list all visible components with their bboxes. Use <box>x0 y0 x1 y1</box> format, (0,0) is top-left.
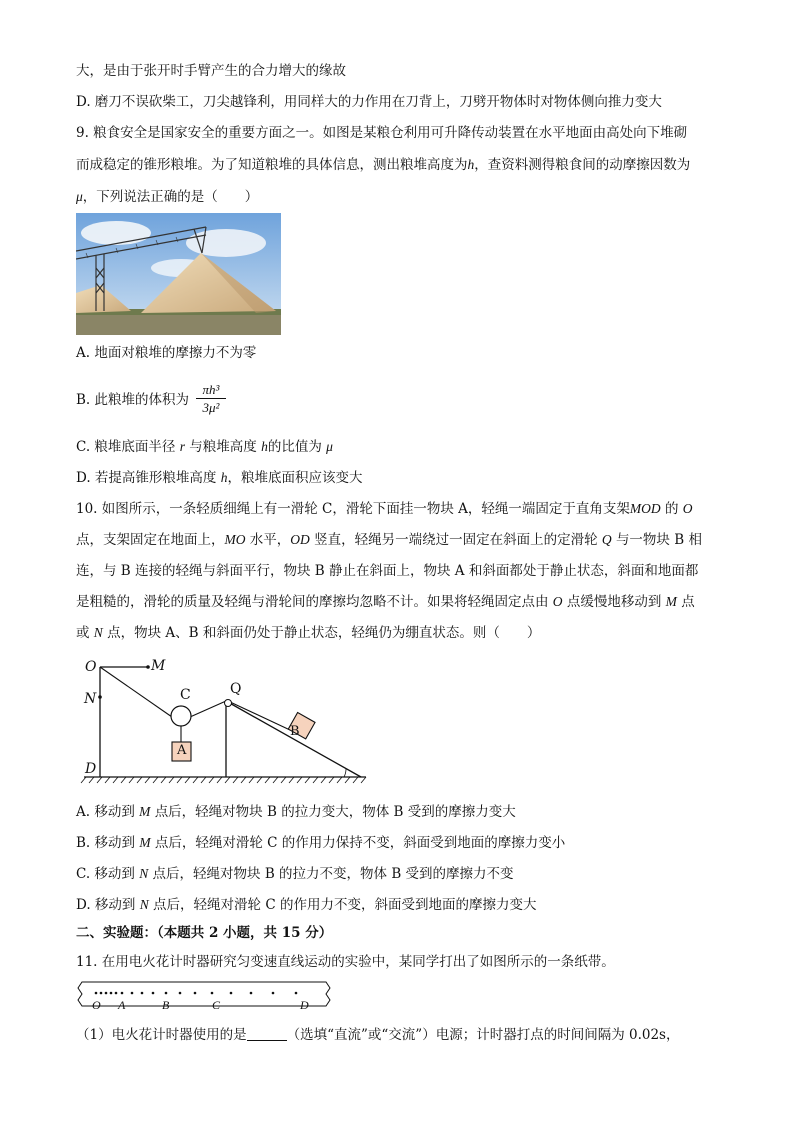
symbol-mod: MOD <box>629 501 661 516</box>
symbol-o: O <box>552 594 563 609</box>
symbol-mo: MO <box>224 532 246 547</box>
tape-label-b: B <box>162 998 170 1012</box>
symbol-r: r <box>179 439 185 454</box>
paper-tape-figure <box>76 978 334 1018</box>
answer-blank[interactable] <box>247 1026 287 1041</box>
text: D. 移动到 <box>76 897 136 913</box>
symbol-n: N <box>93 625 103 640</box>
text: （选填“直流”或“交流”）电源；计时器打点的时间间隔为 0.02s， <box>286 1027 680 1043</box>
text: 而成稳定的锥形粮堆。为了知道粮堆的具体信息，测出粮堆高度为 <box>76 157 468 173</box>
question-10 <box>76 499 693 519</box>
text: 点后，轻绳对物块 B 的拉力不变，物体 B 受到的摩擦力不变 <box>152 866 514 882</box>
text: 是粗糙的，滑轮的质量及轻绳与滑轮间的摩擦均忽略不计。如果将轻绳固定点由 <box>76 594 549 610</box>
question-10-line2 <box>76 530 702 550</box>
text: 点，物块 A、B 和斜面仍处于静止状态，轻绳仍为绷直状态。则（ ） <box>107 625 541 641</box>
question-10-line3 <box>76 561 698 581</box>
option-9c <box>76 437 333 457</box>
text: 9. 粮食安全是国家安全的重要方面之一。如图是某粮仓利用可升降传动装置在水平地面由高处向下堆砌 <box>76 125 688 141</box>
symbol-h: h <box>261 439 268 454</box>
text: B. 此粮堆的体积为 <box>76 392 190 408</box>
option-8d <box>76 92 662 112</box>
symbol-q: Q <box>601 532 612 547</box>
symbol-mu: μ <box>326 439 333 454</box>
fraction-denominator: 3μ² <box>202 400 220 415</box>
symbol-n: N <box>139 866 149 881</box>
text: A. 移动到 <box>76 804 135 820</box>
symbol-h: h <box>467 157 475 172</box>
option-10c <box>76 864 514 884</box>
text: B. 移动到 <box>76 835 136 851</box>
tape-label-c: C <box>212 998 221 1012</box>
symbol-m: M <box>665 594 677 609</box>
symbol-mu: μ <box>76 189 83 204</box>
grain-pile-photo <box>76 213 281 335</box>
label-o: O <box>85 659 97 675</box>
text: 点 <box>681 594 695 610</box>
option-9d <box>76 468 362 488</box>
text: 点后，轻绳对滑轮 C 的作用力保持不变，斜面受到地面的摩擦力变小 <box>154 835 566 851</box>
text: 与一物块 B 相 <box>615 532 702 548</box>
tape-label-a: A <box>118 998 126 1012</box>
text-line <box>76 61 346 81</box>
label-m: M <box>151 658 166 674</box>
option-10b <box>76 833 565 853</box>
volume-fraction <box>196 382 226 417</box>
fraction-numerator: πh³ <box>196 382 226 399</box>
text: A. 地面对粮堆的摩擦力不为零 <box>76 345 257 361</box>
option-10a <box>76 802 516 822</box>
question-11 <box>76 952 615 972</box>
symbol-h: h <box>220 470 228 485</box>
section-heading <box>76 923 332 943</box>
question-9-line3 <box>76 187 258 207</box>
text: 点后，轻绳对物块 B 的拉力变大，物体 B 受到的摩擦力变大 <box>154 804 516 820</box>
text: 二、实验题：（本题共 2 小题，共 15 分） <box>76 925 333 941</box>
text: 的比值为 <box>267 439 322 455</box>
label-b: B <box>290 724 300 739</box>
text: D. 若提高锥形粮堆高度 <box>76 470 217 486</box>
text: D. 磨刀不误砍柴工，刀尖越锋利，用同样大的力作用在刀背上，刀劈开物体时对物体侧向推力变大 <box>76 94 662 110</box>
symbol-o: O <box>682 501 693 516</box>
text: 与粮堆高度 <box>189 439 257 455</box>
label-a: A <box>177 743 187 758</box>
text: 的 <box>664 501 679 517</box>
text: 竖直，轻绳另一端绕过一固定在斜面上的定滑轮 <box>314 532 598 548</box>
text: 点缓慢地移动到 <box>566 594 662 610</box>
question-10-line5 <box>76 623 540 643</box>
text: 连，与 B 连接的轻绳与斜面平行，物块 B 静止在斜面上，物块 A 和斜面都处于静止状态，斜面和地面都 <box>76 563 699 579</box>
text: 大，是由于张开时手臂产生的合力增大的缘故 <box>76 63 346 79</box>
question-9-line2 <box>76 155 690 175</box>
symbol-od: OD <box>290 532 310 547</box>
text: 10. 如图所示，一条轻质细绳上有一滑轮 C，滑轮下面挂一物块 A，轻绳一端固定于直角支架 <box>76 501 630 517</box>
symbol-m: M <box>139 835 151 850</box>
text: 或 <box>76 625 90 641</box>
option-10d <box>76 895 536 915</box>
option-9a <box>76 343 256 363</box>
label-c: C <box>180 687 191 703</box>
text: 点后，轻绳对滑轮 C 的作用力不变，斜面受到地面的摩擦力变大 <box>153 897 537 913</box>
question-10-line4 <box>76 592 695 612</box>
pulley-incline-figure <box>76 655 376 791</box>
symbol-m: M <box>139 804 151 819</box>
label-n: N <box>84 691 97 707</box>
tape-label-d: D <box>300 998 309 1012</box>
text: C. 移动到 <box>76 866 135 882</box>
text: ，下列说法正确的是（ ） <box>82 189 259 205</box>
label-d: D <box>85 761 97 777</box>
text: 点，支架固定在地面上， <box>76 532 225 548</box>
text: 11. 在用电火花计时器研究匀变速直线运动的实验中，某同学打出了如图所示的一条纸带。 <box>76 954 615 970</box>
text: C. 粮堆底面半径 <box>76 439 176 455</box>
tape-label-o: O <box>92 998 101 1012</box>
text: ，粮堆底面积应该变大 <box>227 470 363 486</box>
symbol-n: N <box>139 897 149 912</box>
label-q: Q <box>230 681 242 697</box>
question-9 <box>76 123 687 143</box>
text: （1）电火花计时器使用的是 <box>76 1027 247 1043</box>
text: ，查资料测得粮食间的动摩擦因数为 <box>474 157 691 173</box>
question-11-part1 <box>76 1025 679 1045</box>
option-9b <box>76 390 189 410</box>
text: 水平， <box>249 532 291 548</box>
